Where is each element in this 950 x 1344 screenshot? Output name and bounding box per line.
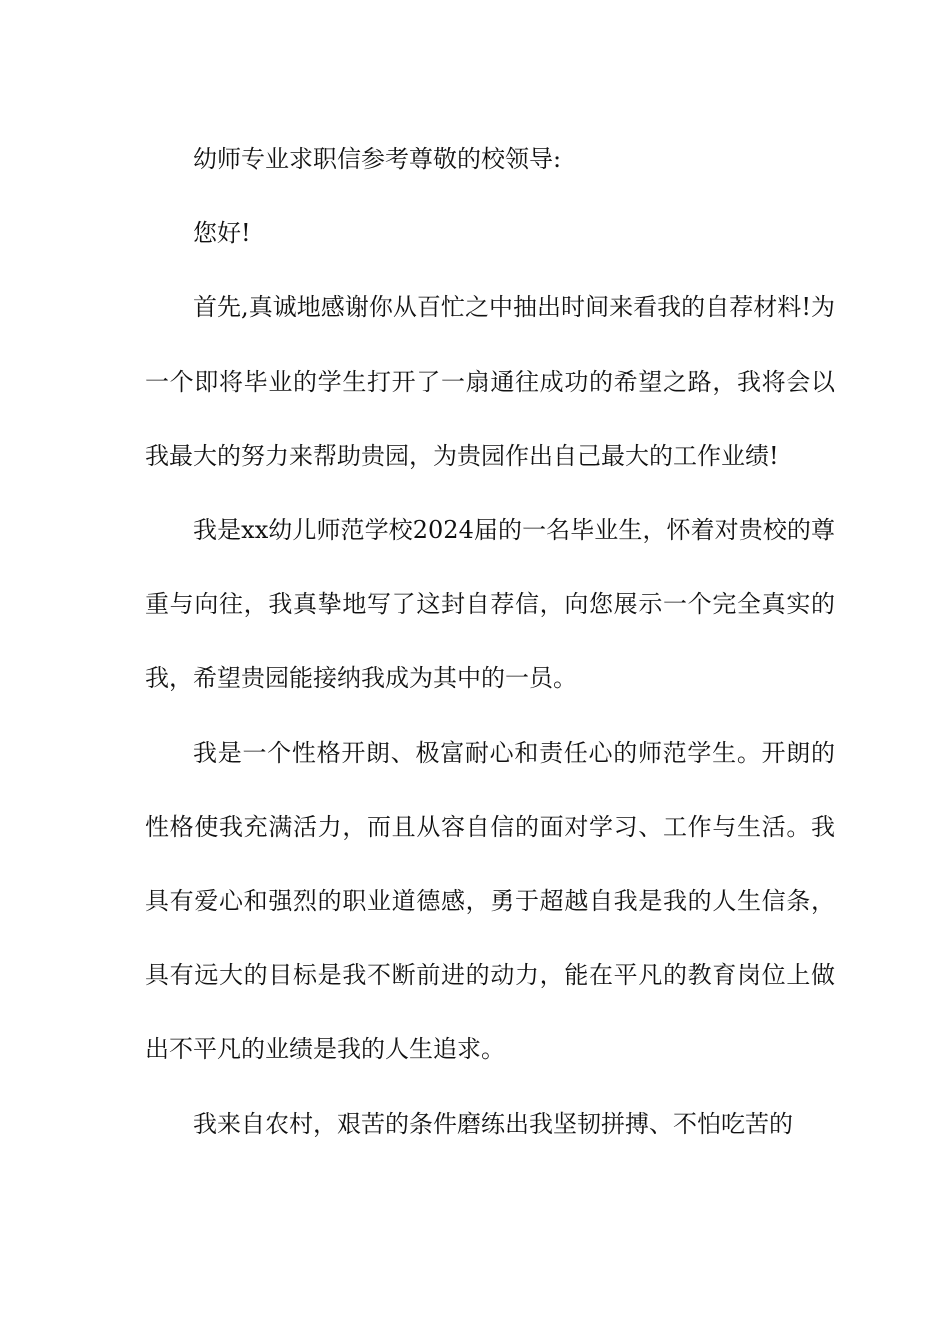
letter-title-salutation: 幼师专业求职信参考尊敬的校领导: [193, 145, 562, 173]
paragraph-introduction: 我是xx幼儿师范学校2024届的一名毕业生，怀着对贵校的尊重与向往，我真挚地写了这封自荐信，向您展示一个完全真实的我，希望贵园能接纳我成为其中的一员。 [145, 516, 835, 693]
greeting: 您好! [193, 219, 251, 248]
paragraph-background: 我来自农村，艰苦的条件磨练出我坚韧拼搏、不怕吃苦的 [193, 1109, 793, 1138]
letter-body [145, 122, 835, 1161]
paragraph-personality: 我是一个性格开朗、极富耐心和责任心的师范学生。开朗的性格使我充满活力，而且从容自信的面对学习、工作与生活。我具有爱心和强烈的职业道德感，勇于超越自我是我的人生信条，具有远大的目标是我不断前进的动力，能在平凡的教育岗位上做出不平凡的业绩是我的人生追求。 [145, 738, 835, 1064]
paragraph-thanks: 首先,真诚地感谢你从百忙之中抽出时间来看我的自荐材料!为一个即将毕业的学生打开了一扇通往成功的希望之路，我将会以我最大的努力来帮助贵园，为贵园作出自己最大的工作业绩! [145, 293, 835, 470]
